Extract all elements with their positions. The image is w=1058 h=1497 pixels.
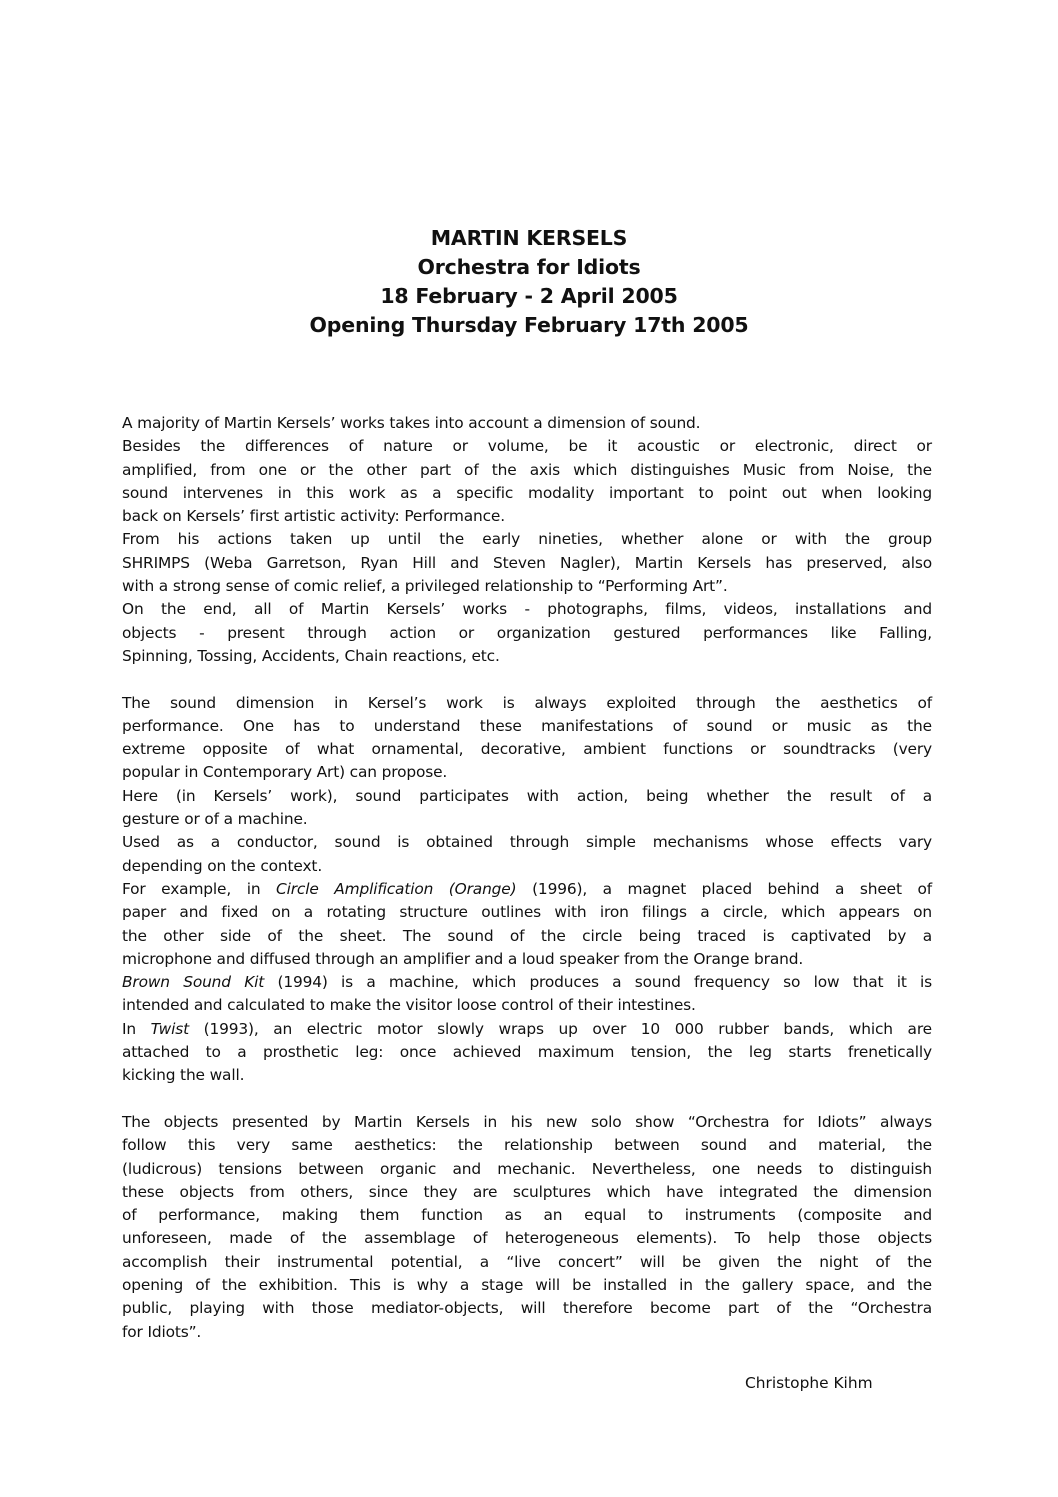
text-line: sound intervenes in this work as a specific modality important to point out when looking — [122, 483, 932, 502]
text-line: On the end, all of Martin Kersels’ works - photographs, films, videos, installations and — [122, 600, 932, 619]
text-span: (1996), a magnet placed behind a sheet of — [516, 879, 932, 898]
text-line: The objects presented by Martin Kersels in his new solo show “Orchestra for Idiots” always — [122, 1112, 932, 1131]
text-line: accomplish their instrumental potential, a “live concert” will be given the night of the — [122, 1252, 932, 1271]
exhibition-dates: 18 February - 2 April 2005 — [380, 284, 678, 308]
text-line: (ludicrous) tensions between organic and mechanic. Nevertheless, one needs to distinguish — [122, 1159, 932, 1178]
paragraph-gap — [122, 1088, 932, 1111]
text-line: for Idiots”. — [122, 1322, 202, 1341]
body-text — [122, 412, 932, 1344]
text-span: (1993), an electric motor slowly wraps up over 10 000 rubber bands, which are — [188, 1019, 932, 1038]
author-signature: Christophe Kihm — [745, 1374, 873, 1392]
artwork-title: Circle Amplification (Orange) — [276, 879, 517, 898]
text-line: Besides the differences of nature or volume, be it acoustic or electronic, direct or — [122, 437, 932, 456]
text-line — [122, 971, 932, 994]
text-line: back on Kersels’ first artistic activity: Performance. — [122, 507, 505, 526]
text-line: opening of the exhibition. This is why a stage will be installed in the gallery space, and the — [122, 1275, 932, 1294]
text-line: follow this very same aesthetics: the relationship between sound and material, the — [122, 1136, 932, 1155]
text-line: kicking the wall. — [122, 1066, 245, 1085]
artwork-title: Twist — [150, 1019, 189, 1038]
artwork-title: Brown Sound Kit — [122, 973, 265, 992]
exhibition-title: Orchestra for Idiots — [417, 255, 641, 279]
text-line: gesture or of a machine. — [122, 810, 308, 829]
text-line: unforeseen, made of the assemblage of heterogeneous elements). To help those objects — [122, 1229, 932, 1248]
paragraph-gap — [122, 668, 932, 691]
text-line: A majority of Martin Kersels’ works takes into account a dimension of sound. — [122, 414, 701, 432]
text-span: In — [122, 1019, 151, 1038]
text-line: performance. One has to understand these manifestations of sound or music as the — [122, 716, 932, 735]
text-line: From his actions taken up until the early nineties, whether alone or with the group — [122, 530, 932, 549]
text-line: popular in Contemporary Art) can propose. — [122, 763, 448, 782]
text-line: depending on the context. — [122, 856, 323, 875]
text-line — [122, 1018, 932, 1041]
text-line: attached to a prosthetic leg: once achieved maximum tension, the leg starts frenetically — [122, 1043, 932, 1062]
text-line: Here (in Kersels’ work), sound participates with action, being whether the result of a — [122, 786, 932, 805]
text-line: SHRIMPS (Weba Garretson, Ryan Hill and Steven Nagler), Martin Kersels has preserved, also — [122, 553, 932, 572]
press-release-header — [0, 224, 1058, 340]
text-line: amplified, from one or the other part of the axis which distinguishes Music from Noise, the — [122, 460, 932, 479]
text-line: The sound dimension in Kersel’s work is always exploited through the aesthetics of — [122, 693, 932, 712]
text-span: (1994) is a machine, which produces a sound frequency so low that it is — [264, 973, 932, 992]
text-line: these objects from others, since they are sculptures which have integrated the dimension — [122, 1182, 932, 1201]
artist-name: MARTIN KERSELS — [430, 226, 628, 250]
text-span: For example, in — [122, 879, 277, 898]
text-line: objects - present through action or organization gestured performances like Falling, — [122, 623, 932, 642]
opening-date: Opening Thursday February 17th 2005 — [309, 313, 749, 337]
text-line: Spinning, Tossing, Accidents, Chain reactions, etc. — [122, 646, 500, 665]
text-line: with a strong sense of comic relief, a privileged relationship to “Performing Art”. — [122, 577, 728, 596]
paragraph — [122, 412, 932, 668]
text-line — [122, 878, 932, 901]
text-line: intended and calculated to make the visitor loose control of their intestines. — [122, 996, 696, 1015]
text-line: microphone and diffused through an amplifier and a loud speaker from the Orange brand. — [122, 949, 804, 968]
text-line: Used as a conductor, sound is obtained through simple mechanisms whose effects vary — [122, 833, 932, 852]
text-line: public, playing with those mediator-objects, will therefore become part of the “Orchestra — [122, 1299, 932, 1318]
text-line: extreme opposite of what ornamental, decorative, ambient functions or soundtracks (very — [122, 740, 932, 759]
text-line: paper and fixed on a rotating structure outlines with iron filings a circle, which appears on — [122, 903, 932, 922]
paragraph — [122, 692, 932, 1088]
paragraph — [122, 1111, 932, 1344]
text-line: the other side of the sheet. The sound of the circle being traced is captivated by a — [122, 926, 932, 945]
text-line: of performance, making them function as an equal to instruments (composite and — [122, 1206, 932, 1225]
